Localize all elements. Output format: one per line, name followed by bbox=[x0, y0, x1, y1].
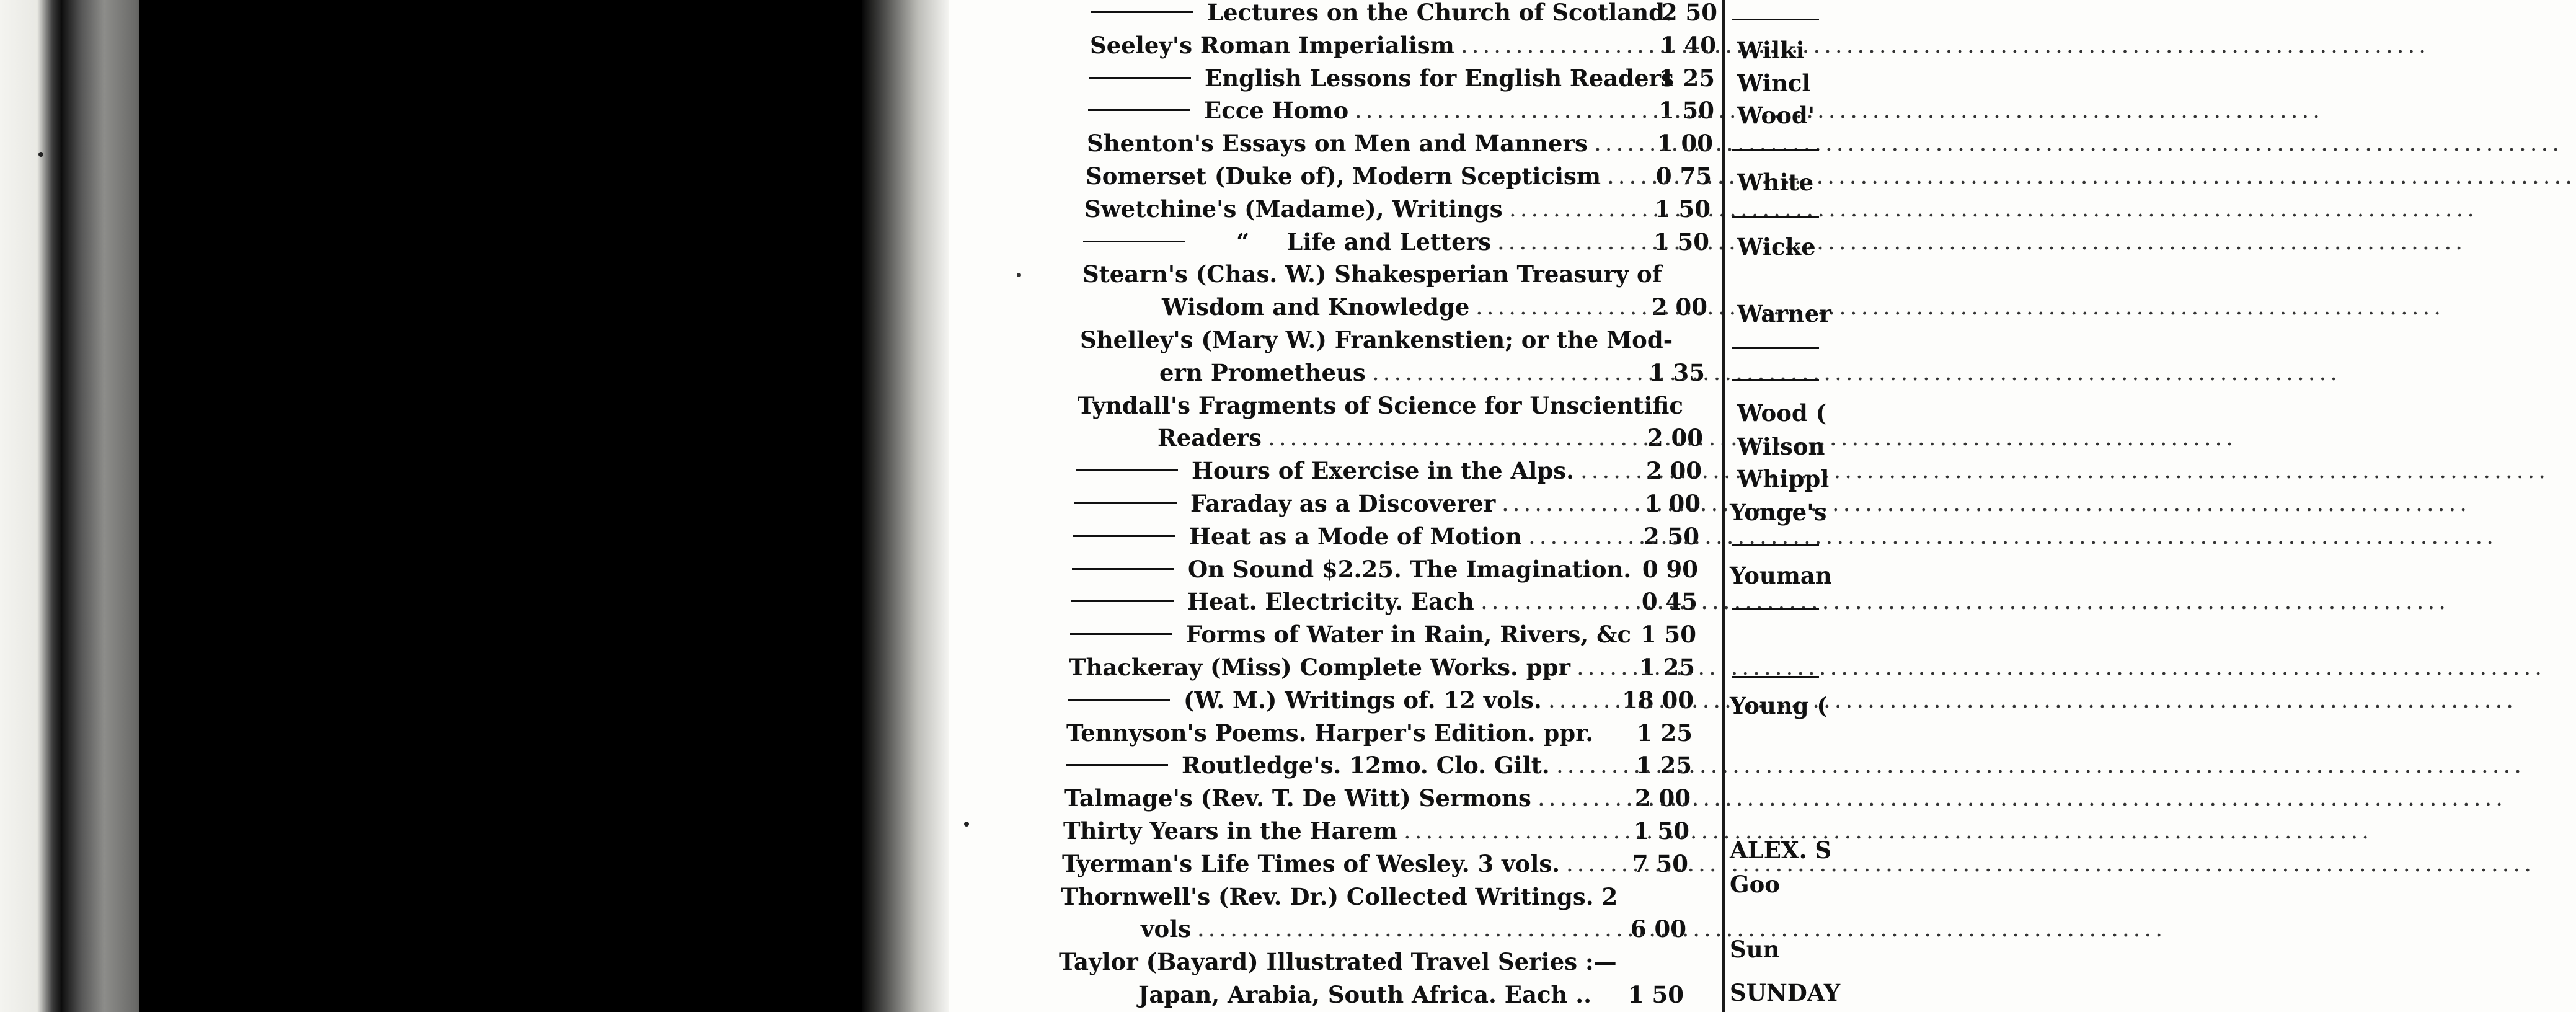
ditto-rule bbox=[1071, 600, 1174, 602]
right-column-entry: Young ( bbox=[1730, 692, 1828, 719]
book-title bbox=[1086, 160, 1601, 192]
book-title bbox=[1083, 226, 1491, 258]
ditto-rule bbox=[1732, 676, 1819, 678]
page-fold-shadow bbox=[862, 0, 949, 1012]
right-column-entry: SUNDAY bbox=[1730, 979, 1841, 1006]
book-entry bbox=[1073, 0, 1717, 29]
book-title bbox=[1087, 127, 1588, 159]
leader-dots bbox=[1268, 422, 1615, 454]
book-entry bbox=[1073, 258, 1717, 290]
book-entry bbox=[1073, 62, 1717, 94]
right-column-entry: Goo bbox=[1730, 871, 1780, 898]
book-title bbox=[1074, 487, 1495, 520]
book-title bbox=[1088, 94, 1348, 126]
ditto-rule bbox=[1072, 568, 1174, 570]
left-page-margin bbox=[0, 0, 62, 1012]
book-title bbox=[1091, 0, 1673, 29]
leader-dots bbox=[1481, 585, 1609, 618]
right-column-clipped bbox=[1727, 0, 1841, 1012]
leader-dots bbox=[1556, 749, 1604, 781]
book-entry bbox=[1059, 946, 1717, 978]
book-price: 2 50 bbox=[1643, 522, 1699, 550]
book-title-text: (W. M.) Writings of. 12 vols. bbox=[1184, 686, 1542, 714]
book-price: 1 50 bbox=[1627, 981, 1684, 1008]
book-entry bbox=[1073, 520, 1717, 553]
book-price: 1 00 bbox=[1644, 490, 1701, 517]
book-price: 2 00 bbox=[1645, 457, 1702, 485]
leader-dots bbox=[1580, 455, 1614, 487]
right-column-entry: Sun bbox=[1730, 936, 1780, 963]
ditto-rule bbox=[1732, 149, 1819, 151]
ditto-rule bbox=[1732, 19, 1819, 20]
book-title-text: Taylor (Bayard) Illustrated Travel Series :— bbox=[1059, 948, 1617, 976]
book-entry bbox=[1064, 782, 1717, 814]
book-title-text: On Sound $2.25. The Imagination. bbox=[1188, 555, 1632, 583]
book-price: 6 00 bbox=[1630, 915, 1686, 943]
book-price: 1 25 bbox=[1635, 752, 1692, 779]
book-title-text: Tyerman's Life Times of Wesley. 3 vols. bbox=[1062, 850, 1560, 877]
book-title bbox=[1061, 881, 1618, 913]
book-title-text: Hours of Exercise in the Alps. bbox=[1192, 457, 1574, 485]
book-title-text: Japan, Arabia, South Africa. Each .. bbox=[1138, 981, 1592, 1008]
book-title-text: Life and Letters bbox=[1286, 228, 1491, 255]
book-price: 18 00 bbox=[1622, 686, 1694, 714]
leader-dots bbox=[1538, 782, 1603, 814]
book-title-text: Routledge's. 12mo. Clo. Gilt. bbox=[1182, 752, 1550, 779]
book-entry bbox=[1073, 29, 1717, 61]
ditto-rule bbox=[1732, 608, 1819, 610]
book-title bbox=[1162, 291, 1469, 323]
book-entry bbox=[1073, 553, 1717, 585]
ink-speck bbox=[964, 822, 969, 827]
book-title bbox=[1059, 946, 1617, 978]
book-price: 1 40 bbox=[1660, 31, 1716, 59]
book-title bbox=[1066, 717, 1593, 749]
book-price: 1 50 bbox=[1633, 817, 1689, 845]
book-title bbox=[1082, 258, 1662, 290]
book-entry bbox=[1073, 324, 1717, 356]
book-title bbox=[1073, 520, 1522, 553]
book-title-text: Ecce Homo bbox=[1204, 97, 1349, 125]
book-price: 1 25 bbox=[1639, 654, 1695, 681]
book-title-text: Faraday as a Discoverer bbox=[1190, 490, 1496, 517]
blacked-out-page bbox=[139, 0, 865, 1012]
book-price: 1 50 bbox=[1640, 621, 1696, 649]
column-rule bbox=[1722, 0, 1725, 1012]
book-entry bbox=[1073, 94, 1717, 126]
leader-dots bbox=[1594, 127, 1625, 159]
book-title-text: English Lessons for English Readers bbox=[1205, 64, 1674, 92]
book-title bbox=[1066, 749, 1550, 781]
book-title-text: Swetchine's (Madame), Writings bbox=[1084, 195, 1503, 223]
ink-speck bbox=[38, 152, 43, 157]
book-title-text: Heat as a Mode of Motion bbox=[1189, 522, 1522, 550]
book-title-text: Wisdom and Knowledge bbox=[1162, 293, 1470, 321]
leader-dots bbox=[1404, 815, 1601, 847]
book-title bbox=[1078, 389, 1683, 422]
book-price: 1 25 bbox=[1636, 719, 1693, 747]
book-title bbox=[1084, 193, 1503, 225]
book-entry bbox=[1073, 193, 1717, 225]
book-price: 1 50 bbox=[1658, 97, 1714, 125]
book-title bbox=[1157, 422, 1262, 454]
leader-dots bbox=[1577, 651, 1607, 683]
book-price: 1 25 bbox=[1658, 64, 1715, 92]
book-entry bbox=[1073, 226, 1717, 258]
ditto-rule bbox=[1091, 11, 1193, 13]
book-price-list bbox=[1059, 0, 1717, 1012]
book-title bbox=[1141, 913, 1191, 945]
book-price: 1 50 bbox=[1653, 228, 1709, 255]
ditto-rule bbox=[1083, 241, 1185, 242]
book-title-text: Talmage's (Rev. T. De Witt) Sermons bbox=[1064, 784, 1531, 812]
book-title-text: Thornwell's (Rev. Dr.) Collected Writings. 2 bbox=[1061, 882, 1618, 910]
book-title-text: Heat. Electricity. Each bbox=[1187, 588, 1474, 616]
book-entry bbox=[1073, 979, 1717, 1011]
book-title bbox=[1159, 357, 1366, 389]
book-price: 2 00 bbox=[1634, 784, 1691, 812]
book-title bbox=[1080, 324, 1673, 356]
book-price: 1 00 bbox=[1657, 130, 1713, 158]
leader-dots bbox=[1509, 193, 1622, 225]
book-entry bbox=[1073, 749, 1717, 781]
book-price: 2 00 bbox=[1651, 293, 1707, 321]
ditto-rule bbox=[1076, 469, 1178, 471]
right-column-entry: Warner bbox=[1737, 300, 1831, 327]
right-column-entry: White bbox=[1737, 169, 1814, 196]
book-entry bbox=[1069, 651, 1717, 683]
ditto-rule bbox=[1732, 216, 1819, 218]
ditto-rule bbox=[1073, 535, 1175, 537]
right-column-entry: Youman bbox=[1730, 562, 1832, 589]
ditto-rule bbox=[1068, 699, 1170, 701]
book-entry bbox=[1063, 815, 1717, 847]
book-title bbox=[1070, 618, 1631, 650]
book-entry bbox=[1073, 389, 1717, 422]
book-entry bbox=[1073, 291, 1717, 323]
book-title-text: Tennyson's Poems. Harper's Edition. ppr. bbox=[1066, 719, 1594, 747]
book-title-text: Forms of Water in Rain, Rivers, &c bbox=[1186, 621, 1632, 649]
book-price: 7 50 bbox=[1632, 850, 1688, 877]
book-entry bbox=[1061, 881, 1717, 913]
right-column-entry: Yonge's bbox=[1730, 499, 1827, 526]
book-title-text: Somerset (Duke of), Modern Scepticism bbox=[1086, 162, 1601, 190]
book-entry bbox=[1073, 585, 1717, 618]
book-title-text: Shenton's Essays on Men and Manners bbox=[1087, 130, 1588, 158]
book-price: 1 35 bbox=[1649, 358, 1705, 386]
book-entry bbox=[1066, 717, 1717, 749]
leader-dots bbox=[1476, 291, 1619, 323]
right-column-entry: Wood ( bbox=[1737, 399, 1827, 427]
book-title bbox=[1064, 782, 1531, 814]
book-title bbox=[1069, 651, 1570, 683]
leader-dots bbox=[1372, 357, 1617, 389]
book-entry bbox=[1073, 160, 1717, 192]
ditto-rule bbox=[1070, 633, 1172, 635]
book-title-text: Thackeray (Miss) Complete Works. ppr bbox=[1069, 654, 1570, 681]
book-price: 2 00 bbox=[1647, 424, 1703, 452]
leader-dots bbox=[1548, 684, 1606, 716]
ditto-rule bbox=[1089, 77, 1191, 79]
leader-dots bbox=[1528, 520, 1611, 553]
ditto-rule bbox=[1732, 347, 1819, 349]
ink-speck bbox=[1017, 273, 1021, 277]
book-price: 0 90 bbox=[1642, 555, 1698, 583]
book-price: 0 75 bbox=[1655, 162, 1712, 190]
ditto-rule bbox=[1066, 764, 1168, 766]
right-column-entry: Wilki bbox=[1737, 37, 1805, 64]
book-title-text: vols bbox=[1141, 915, 1192, 943]
leader-dots bbox=[1461, 29, 1628, 61]
book-entry bbox=[1062, 848, 1717, 880]
book-title-text: Readers bbox=[1157, 424, 1262, 452]
book-price: 2 50 bbox=[1661, 0, 1717, 26]
book-title-text: Lectures on the Church of Scotland. bbox=[1207, 0, 1673, 26]
right-column-entry: Wilson bbox=[1737, 433, 1825, 460]
leader-dots bbox=[1607, 160, 1624, 192]
ditto-rule bbox=[1732, 544, 1819, 546]
book-title bbox=[1072, 553, 1631, 585]
book-entry bbox=[1073, 913, 1717, 945]
book-title-text: Stearn's (Chas. W.) Shakesperian Treasury of bbox=[1082, 260, 1662, 288]
book-title bbox=[1063, 815, 1397, 847]
book-title-text: Tyndall's Fragments of Science for Unscientific bbox=[1078, 391, 1683, 419]
leader-dots bbox=[1497, 226, 1621, 258]
book-title bbox=[1089, 62, 1674, 94]
leader-dots bbox=[1197, 913, 1598, 945]
book-title-text: Shelley's (Mary W.) Frankenstien; or the Mod- bbox=[1080, 326, 1673, 353]
book-title-text: Thirty Years in the Harem bbox=[1063, 817, 1397, 845]
book-price: 1 50 bbox=[1654, 195, 1711, 223]
book-entry bbox=[1073, 127, 1717, 159]
book-title-text: Seeley's Roman Imperialism bbox=[1090, 31, 1454, 59]
right-column-entry: ALEX. S bbox=[1730, 837, 1832, 864]
right-column-entry: Whippl bbox=[1737, 465, 1830, 492]
ditto-mark: “ bbox=[1236, 228, 1250, 255]
right-column-entry: Wincl bbox=[1737, 69, 1811, 97]
book-entry bbox=[1073, 455, 1717, 487]
book-title bbox=[1068, 684, 1542, 716]
book-title bbox=[1090, 29, 1454, 61]
ditto-rule bbox=[1732, 380, 1819, 381]
book-entry bbox=[1073, 684, 1717, 716]
ditto-rule bbox=[1074, 502, 1177, 504]
right-column-entry: Wicke bbox=[1737, 233, 1816, 260]
book-entry bbox=[1073, 422, 1717, 454]
ditto-rule bbox=[1088, 109, 1190, 111]
book-entry bbox=[1073, 357, 1717, 389]
book-price: 0 45 bbox=[1641, 588, 1697, 616]
book-entry bbox=[1073, 487, 1717, 520]
leader-dots bbox=[1355, 94, 1626, 126]
leader-dots bbox=[1502, 487, 1613, 520]
leader-dots bbox=[1566, 848, 1600, 880]
book-title bbox=[1138, 979, 1591, 1011]
book-title bbox=[1076, 455, 1574, 487]
book-entry bbox=[1073, 618, 1717, 650]
book-title bbox=[1071, 585, 1474, 618]
right-column-entry: Wood' bbox=[1737, 102, 1815, 129]
book-title bbox=[1062, 848, 1560, 880]
book-title-text: ern Prometheus bbox=[1159, 358, 1366, 386]
